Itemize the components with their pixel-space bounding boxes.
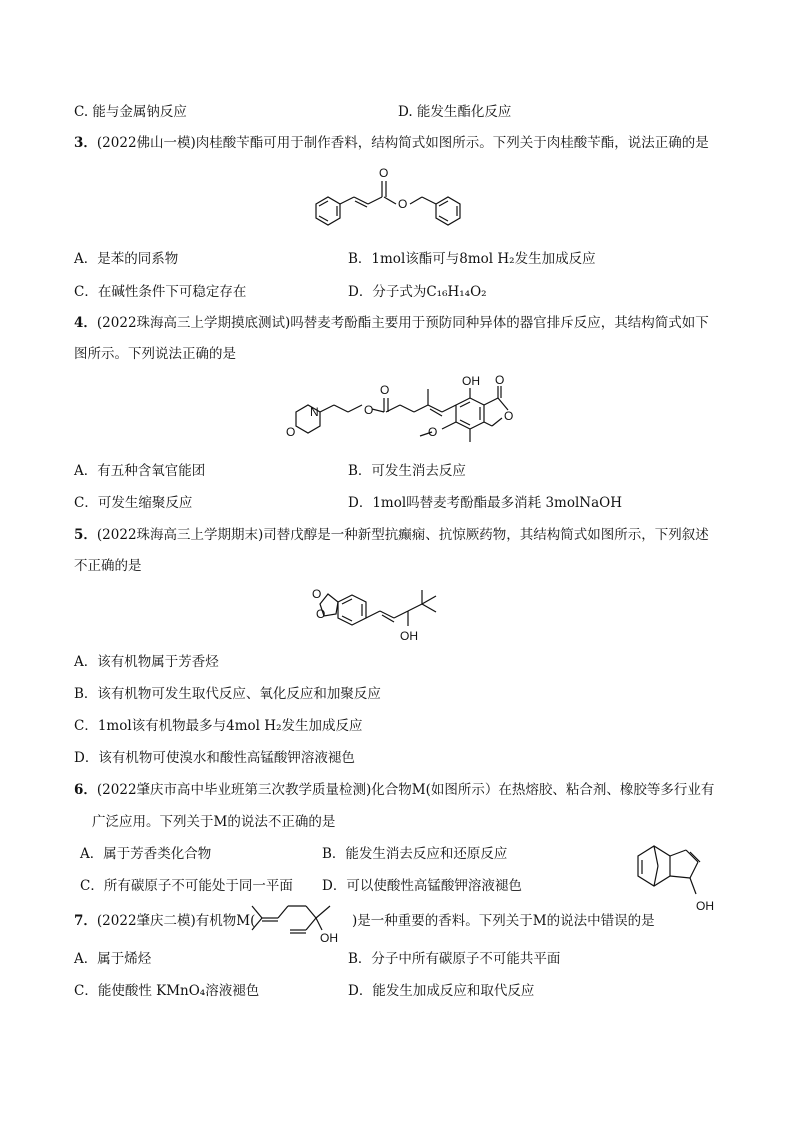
q3-label-o-carbonyl: O bbox=[379, 166, 389, 180]
q7-option-b: B．分子中所有碳原子不可能共平面 bbox=[348, 951, 561, 967]
q3-option-b: B．1mol该酯可与8mol H₂发生加成反应 bbox=[348, 251, 596, 267]
q5-option-d: D．该有机物可使溴水和酸性高锰酸钾溶液褪色 bbox=[74, 750, 355, 766]
q4-option-b: B．可发生消去反应 bbox=[348, 463, 466, 479]
q7-stem-text-before: (2022肇庆二模)有机物M( bbox=[96, 913, 256, 929]
q3-option-a: A．是苯的同系物 bbox=[74, 251, 179, 267]
q7-stem-before bbox=[74, 912, 255, 930]
q4-option-c: C．可发生缩聚反应 bbox=[74, 495, 193, 511]
q5-structure-image bbox=[308, 582, 480, 644]
q7-number: 7． bbox=[74, 913, 97, 929]
q3-stem-text: (2022佛山一模)肉桂酸苄酯可用于制作香料，结构简式如图所示。下列关于肉桂酸苄酯，说法正确的是 bbox=[96, 135, 709, 151]
q4-stem-line1 bbox=[74, 314, 709, 332]
q6-label-oh: OH bbox=[696, 899, 714, 913]
q4-structure-image bbox=[282, 374, 538, 454]
q4-stem-line2: 图所示。下列说法正确的是 bbox=[74, 346, 236, 362]
q7-label-oh: OH bbox=[320, 931, 338, 944]
q6-structure-image bbox=[628, 832, 724, 918]
q4-label-n: N bbox=[310, 405, 319, 419]
q6-number: 6． bbox=[74, 782, 97, 798]
q3-option-c: C．在碱性条件下可稳定存在 bbox=[74, 284, 247, 300]
q3-structure-image bbox=[306, 166, 492, 230]
q7-structure-image bbox=[248, 900, 352, 944]
q4-option-a: A．有五种含氧官能团 bbox=[74, 463, 206, 479]
q5-option-b: B．该有机物可发生取代反应、氧化反应和加聚反应 bbox=[74, 686, 381, 702]
q3-label-o-ester: O bbox=[398, 197, 408, 211]
q3-stem bbox=[74, 134, 709, 152]
q2-option-c: C. 能与金属钠反应 bbox=[74, 104, 187, 120]
q4-label-o-ester: O bbox=[364, 403, 374, 417]
q6-option-d: D．可以使酸性高锰酸钾溶液褪色 bbox=[322, 878, 522, 894]
q7-stem-after: )是一种重要的香料。下列关于M的说法中错误的是 bbox=[352, 913, 655, 929]
q4-label-oh: OH bbox=[462, 374, 480, 388]
q2-option-d: D. 能发生酯化反应 bbox=[398, 104, 512, 120]
q6-stem-text-1: (2022肇庆市高中毕业班第三次教学质量检测)化合物M(如图所示）在热熔胶、粘合剂、橡胶等多行业有 bbox=[96, 782, 715, 798]
q4-label-o-morpholine: O bbox=[286, 425, 296, 439]
q5-stem-text-1: (2022珠海高三上学期期末)司替戊醇是一种新型抗癫痫、抗惊厥药物，其结构简式如图所示，下列叙述 bbox=[96, 527, 709, 543]
q4-label-o-lactone-carbonyl: O bbox=[495, 374, 505, 387]
q3-number: 3． bbox=[74, 135, 97, 151]
q6-stem-line1 bbox=[74, 781, 714, 799]
q6-option-a: A．属于芳香类化合物 bbox=[80, 846, 212, 862]
q6-stem-line2: 广泛应用。下列关于M的说法不正确的是 bbox=[92, 814, 336, 830]
q4-label-o-methoxy: O bbox=[428, 425, 438, 439]
q7-option-c: C．能使酸性 KMnO₄溶液褪色 bbox=[74, 983, 260, 999]
q4-option-d: D．1mol吗替麦考酚酯最多消耗 3molNaOH bbox=[348, 495, 622, 511]
q4-number: 4． bbox=[74, 315, 97, 331]
q7-option-a: A．属于烯烃 bbox=[74, 951, 152, 967]
q5-stem-line2: 不正确的是 bbox=[74, 558, 142, 574]
q6-option-c: C．所有碳原子不可能处于同一平面 bbox=[80, 878, 293, 894]
q5-option-c: C．1mol该有机物最多与4mol H₂发生加成反应 bbox=[74, 718, 363, 734]
q5-option-a: A．该有机物属于芳香烃 bbox=[74, 654, 219, 670]
q5-number: 5． bbox=[74, 527, 97, 543]
q6-option-b: B．能发生消去反应和还原反应 bbox=[322, 846, 508, 862]
q7-option-d: D．能发生加成反应和取代反应 bbox=[348, 983, 535, 999]
q5-stem-line1 bbox=[74, 526, 709, 544]
q4-label-o-carbonyl: O bbox=[380, 383, 390, 397]
q4-label-o-lactone: O bbox=[504, 409, 514, 423]
q3-option-d: D．分子式为C₁₆H₁₄O₂ bbox=[348, 284, 487, 300]
q4-stem-text-1: (2022珠海高三上学期摸底测试)吗替麦考酚酯主要用于预防同种异体的器官排斥反应，其结构简式如下 bbox=[96, 315, 709, 331]
q5-label-o-upper: O bbox=[312, 587, 322, 601]
q5-label-o-lower: O bbox=[316, 607, 326, 621]
q5-label-oh: OH bbox=[400, 629, 418, 643]
